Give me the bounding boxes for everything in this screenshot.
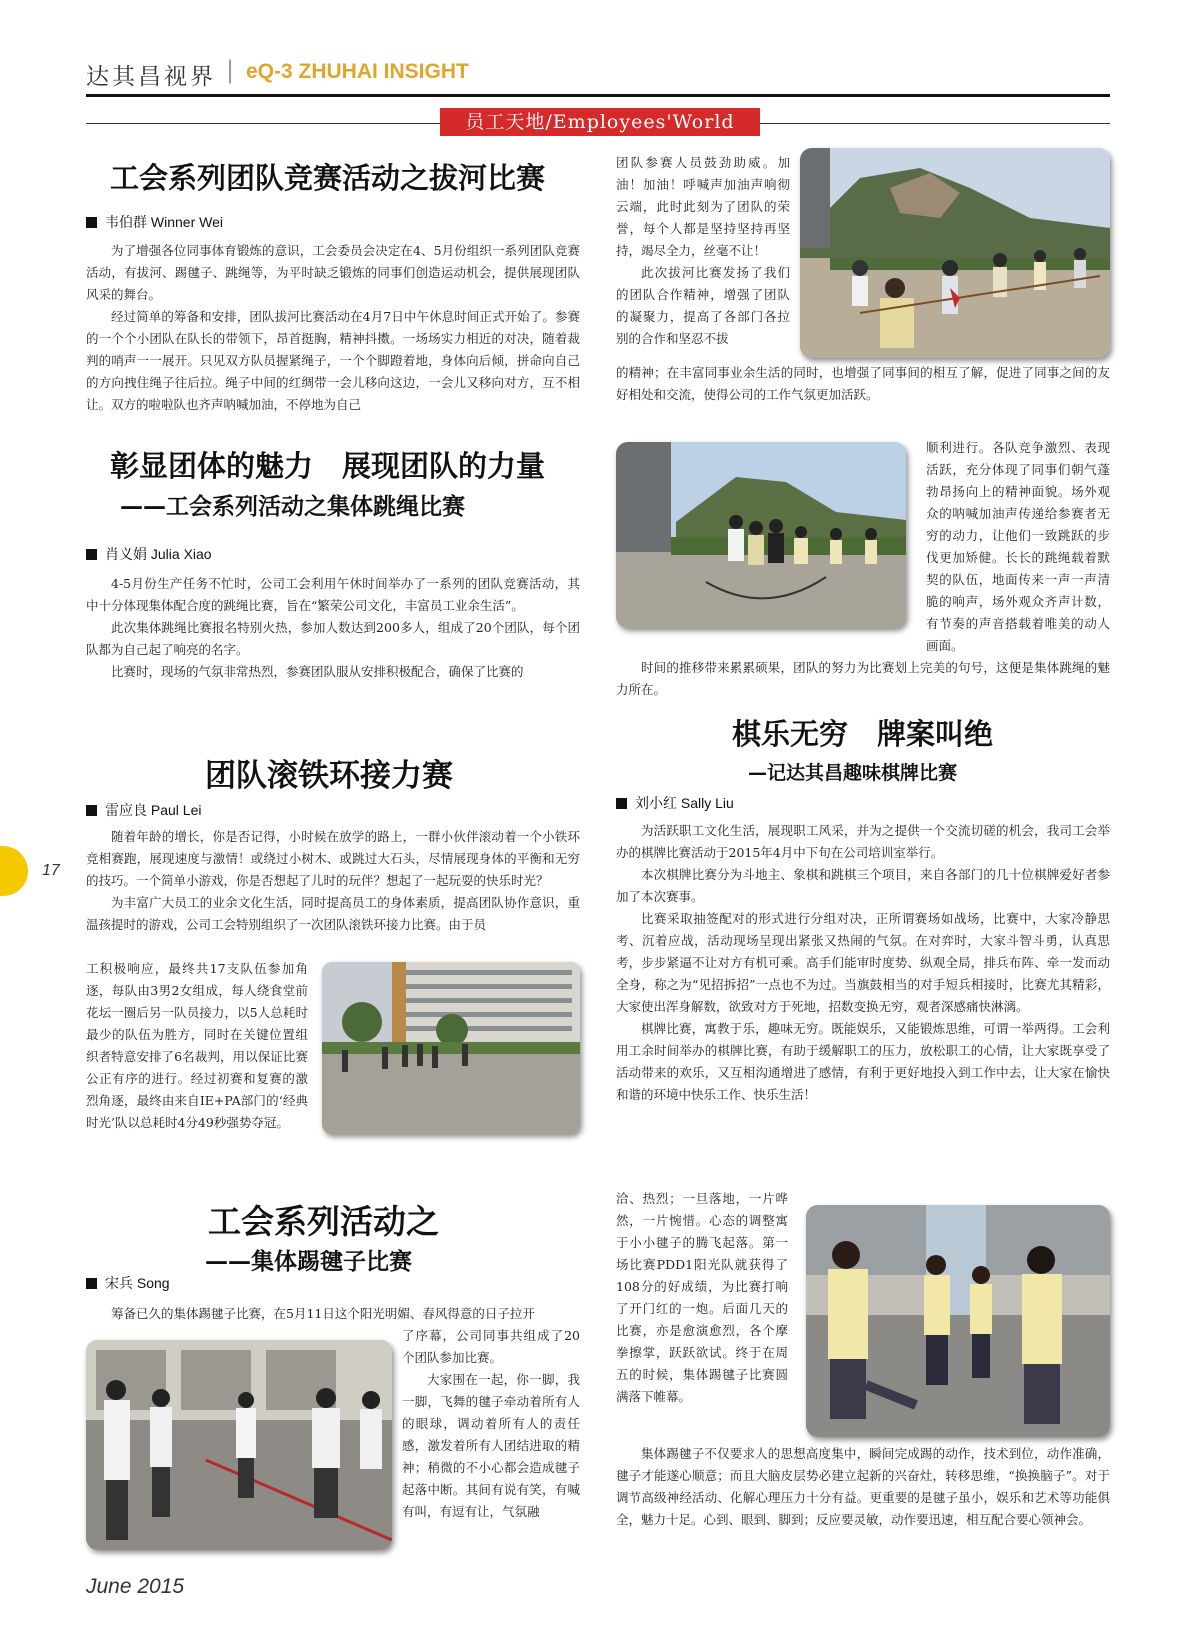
article2-bottom-text (616, 657, 1110, 701)
masthead-rule (86, 94, 1110, 97)
paragraph: 比赛时，现场的气氛非常热烈，参赛团队服从安排积极配合，确保了比赛的 (111, 664, 524, 679)
paragraph: 时间的推移带来累累硕果，团队的努力为比赛划上完美的句号，这便是集体跳绳的魅力所在。 (616, 660, 1110, 697)
paragraph: 4-5月份生产任务不忙时，公司工会利用午休时间举办了一系列的团队竞赛活动，其中十分体现集体配合度的跳绳比赛，旨在“繁荣公司文化，丰富员工业余生活”。 (86, 576, 580, 613)
article2-subtitle: ——工会系列活动之集体跳绳比赛 (120, 494, 465, 520)
article5-author: 宋兵 Song (86, 1273, 170, 1293)
magazine-title-cn: 达其昌视界 (86, 64, 216, 90)
article1-left-text (86, 240, 580, 416)
article4-subtitle: —记达其昌趣味棋牌比赛 (748, 762, 958, 784)
shuttlecock-photo-right (806, 1205, 1110, 1437)
article3-author: 雷应良 Paul Lei (86, 800, 201, 820)
article5-right-bottom (616, 1443, 1110, 1531)
article2-left-text (86, 573, 580, 683)
paragraph: 为活跃职工文化生活，展现职工风采，并为之提供一个交流切磋的机会，我司工会举办的棋牌比赛活动于2015年4月中下旬在公司培训室举行。 (616, 823, 1110, 860)
paragraph: 经过简单的筹备和安排，团队拔河比赛活动在4月7日中午休息时间正式开始了。参赛的一个个小团队在队长的带领下，昂首挺胸，精神抖擞。一场场实力相近的对决，随着裁判的哨声一一展开。只见双方队员握紧绳子，一个个脚蹬着地，身体向后倾，拼命向自己的方向拽住绳子往后拉。绳子中间的红绸带一会儿移向这边，一会儿又移向对方，互不相让。双方的啦啦队也齐声呐喊加油，不停地为自己 (86, 309, 580, 412)
magazine-title-en: eQ-3 ZHUHAI INSIGHT (246, 60, 469, 83)
hoop-relay-photo (322, 962, 580, 1134)
jump-rope-photo (616, 442, 906, 628)
paragraph: 顺利进行。各队竞争激烈、表现活跃，充分体现了同事们朝气蓬勃昂扬向上的精神面貌。场外观众的呐喊加油声传递给参赛者无穷的动力，让他们一致跳跃的步伐更加矫健。长长的跳绳载着默契的队伍，地面传来一声一声清脆的响声，场外观众齐声计数，有节奏的声音搭载着唯美的动人画面。 (926, 440, 1110, 653)
paragraph: 为了增强各位同事体育锻炼的意识，工会委员会决定在4、5月份组织一系列团队竞赛活动，有拔河、踢毽子、跳绳等，为平时缺乏锻炼的同事们创造运动机会，提供展现团队风采的舞台。 (86, 243, 580, 302)
paragraph: 团队参赛人员鼓劲助威。加油！加油！呼喊声加油声响彻云端，此时此刻为了团队的荣誉，每个人都是坚持坚持再坚持，竭尽全力，丝毫不让！ (616, 155, 790, 258)
paragraph: 比赛采取抽签配对的形式进行分组对决，正所谓赛场如战场，比赛中，大家冷静思考、沉着应战，活动现场呈现出紧张又热闹的气氛。在对弈时，大家斗智斗勇，认真思考，步步紧逼不让对方有机可乘。高手们能审时度势、纵观全局，排兵布阵、牵一发而动全身，称之为“见招拆招”一点也不为过。当旗鼓相当的对手短兵相接时，比赛尤其精彩，大家使出浑身解数，欲致对方于死地，招数变换无穷，观者深感痛快淋漓。 (616, 911, 1110, 1014)
paragraph: 的精神；在丰富同事业余生活的同时，也增强了同事间的相互了解，促进了同事之间的友好相处和交流，使得公司的工作气氛更加活跃。 (616, 365, 1110, 402)
page-number: 17 (42, 862, 60, 879)
tug-of-war-photo (800, 148, 1110, 358)
article3-title: 团队滚铁环接力赛 (205, 758, 453, 794)
paragraph: 了序幕，公司同事共组成了20个团队参加比赛。 (402, 1328, 580, 1365)
article4-author: 刘小红 Sally Liu (616, 793, 734, 813)
article5-intro (86, 1303, 580, 1325)
article4-text (616, 820, 1110, 1106)
article3-wrap-text (86, 958, 308, 1134)
paragraph: 棋牌比赛，寓教于乐，趣味无穷。既能娱乐，又能锻炼思维，可谓一举两得。工会利用工余时间举办的棋牌比赛，有助于缓解职工的压力，放松职工的心情，让大家既享受了活动带来的欢乐，又互相沟通增进了感情，有利于更好地投入到工作中去，让大家在愉快和谐的环境中快乐工作、快乐生活！ (616, 1021, 1110, 1102)
article5-mid-wrap (402, 1325, 580, 1523)
paragraph: 此次集体跳绳比赛报名特别火热，参加人数达到200多人，组成了20个团队，每个团队都为自己起了响亮的名字。 (86, 620, 580, 657)
paragraph: 此次拔河比赛发扬了我们的团队合作精神，增强了团队的凝聚力，提高了各部门各拉别的合作和坚忍不拔 (616, 265, 790, 346)
paragraph: 本次棋牌比赛分为斗地主、象棋和跳棋三个项目，来自各部门的几十位棋牌爱好者参加了本次赛事。 (616, 867, 1110, 904)
paragraph: 集体踢毽子不仅要求人的思想高度集中，瞬间完成踢的动作，技术到位，动作准确，毽子才能遂心顺意；而且大脑皮层势必建立起新的兴奋灶，转移思维，“换换脑子”。对于调节高级神经活动、化解心理压力十分有益。更重要的是毽子虽小，娱乐和艺术等功能俱全，魅力十足。心到、眼到、脚到；反应要灵敏，动作要迅速，相互配合要心领神会。 (616, 1446, 1110, 1527)
issue-date: June 2015 (86, 1575, 185, 1598)
page-number-marker (0, 846, 28, 896)
article1-author: 韦伯群 Winner Wei (86, 212, 223, 232)
paragraph: 筹备已久的集体踢毽子比赛，在5月11日这个阳光明媚、春风得意的日子拉开 (111, 1306, 535, 1321)
article1-bottom-text (616, 362, 1110, 406)
article2-right-text (926, 437, 1110, 657)
article1-title: 工会系列团队竞赛活动之拔河比赛 (110, 161, 546, 195)
paragraph: 工积极响应，最终共17支队伍参加角逐，每队由3男2女组成，每人绕食堂前花坛一圈后另一队员接力，以5人总耗时最少的队伍为胜方，同时在关键位置组织者特意安排了6名裁判，用以保证比赛公正有序的进行。经过初赛和复赛的激烈角逐，最终由来自IE+PA部门的‘经典时光’队以总耗时4分49秒强势夺冠。 (86, 961, 308, 1130)
article5-subtitle: ——集体踢毽子比赛 (205, 1249, 412, 1275)
article5-right-text (616, 1188, 788, 1408)
article2-title: 彰显团体的魅力 展现团队的力量 (110, 449, 546, 483)
paragraph: 大家围在一起，你一脚，我一脚，飞舞的毽子牵动着所有人的眼球，调动着所有人的责任感，激发着所有人团结进取的精神；稍微的不小心都会造成毽子起落中断。其间有说有笑，有喊有叫，有逗有让，气氛融 (402, 1372, 580, 1519)
article4-title: 棋乐无穷 牌案叫绝 (732, 717, 994, 751)
article3-text (86, 826, 580, 936)
paragraph: 随着年龄的增长，你是否记得，小时候在放学的路上，一群小伙伴滚动着一个小铁环竞相赛跑，展现速度与激情！或绕过小树木、或跳过大石头，尽情展现身体的平衡和无穷的技巧。一个简单小游戏，你是否想起了儿时的玩伴？想起了一起玩耍的快乐时光？ (86, 829, 580, 888)
shuttlecock-photo-left (86, 1340, 392, 1550)
article1-right-text (616, 152, 790, 350)
section-tab: 员工天地/Employees'World (440, 108, 760, 136)
paragraph: 为丰富广大员工的业余文化生活，同时提高员工的身体素质，提高团队协作意识，重温孩提时的游戏，公司工会特别组织了一次团队滚铁环接力比赛。由于员 (86, 895, 580, 932)
paragraph: 洽、热烈；一旦落地，一片哗然，一片惋惜。心态的调整寓于小小毽子的腾飞起落。第一场比赛PDD1阳光队就获得了108分的好成绩，为比赛打响了开门红的一炮。后面几天的比赛，亦是愈演愈烈，各个摩拳擦掌，跃跃欲试。终于在周五的时候，集体踢毽子比赛圆满落下帷幕。 (616, 1191, 788, 1404)
masthead-separator: | (226, 56, 235, 84)
article5-title: 工会系列活动之 (208, 1202, 439, 1241)
article2-author: 肖义娟 Julia Xiao (86, 544, 212, 564)
